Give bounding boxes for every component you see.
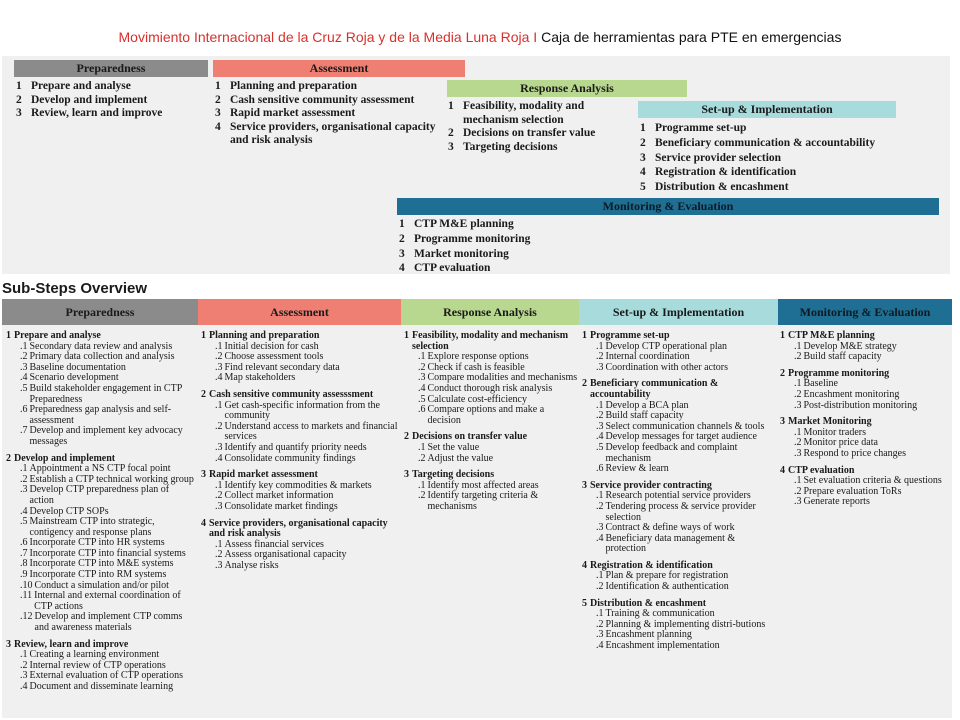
substep-item [404, 405, 578, 426]
substep-item-number: .2 [596, 351, 604, 363]
substep-group-title [582, 379, 778, 400]
substep-group-label: Planning and preparation [209, 330, 320, 341]
column-head-setup: Set-up & Implementation [579, 299, 778, 325]
substep-item-number: .3 [596, 361, 604, 373]
phase-bar-monitoring: Monitoring & Evaluation [397, 198, 939, 215]
substep-item-text: Analyse risks [224, 559, 279, 571]
column-response-analysis [404, 331, 578, 519]
substep-item-text: Identification & authentication [605, 581, 729, 593]
substep-item-number: .2 [418, 490, 426, 502]
substep-item-number: .3 [418, 372, 426, 384]
substep-group-number: 3 [201, 469, 206, 481]
column-monitoring [780, 331, 950, 514]
phase-bar-response-analysis: Response Analysis [447, 80, 687, 97]
substep-item-text: Compare options and make a decision [427, 404, 545, 426]
substep-item [6, 384, 196, 405]
substep-group [780, 417, 950, 459]
substep-group [582, 599, 778, 652]
column-setup [582, 331, 778, 658]
substep-item [780, 497, 950, 508]
substep-item-number: .7 [20, 547, 28, 559]
substep-item-text: Get cash-specific information from the community [224, 399, 380, 422]
substep-item-number: .2 [215, 549, 223, 561]
header-separator: I [533, 29, 538, 45]
substep-item-number: .4 [596, 640, 604, 652]
substep-item-text: Baseline documentation [29, 361, 126, 373]
phase-item: 2 Beneficiary communication & accountability [640, 136, 876, 149]
substep-group-label: Prepare and analyse [14, 330, 101, 341]
substep-group-label: CTP evaluation [788, 464, 855, 476]
substep-item-text: Primary data collection and analysis [29, 351, 175, 363]
substep-item-text: Preparedness gap analysis and self-assessment [29, 404, 172, 426]
substep-item [780, 401, 950, 412]
substep-item-text: Develop feedback and complaint mechanism [605, 441, 738, 464]
substep-item-number: .2 [794, 351, 802, 363]
substep-group-number: 3 [404, 469, 409, 481]
substep-item-text: Build staff capacity [605, 410, 684, 422]
substep-item-text: Collect market information [224, 490, 334, 502]
phase-item: 1 Prepare and analyse [16, 80, 131, 92]
substep-item-text: Training & communication [605, 608, 715, 620]
substep-item-text: External evaluation of CTP operations [29, 670, 183, 682]
substep-item [582, 443, 778, 464]
substep-item-text: Understand access to markets and financial services [224, 420, 398, 443]
substep-item [404, 454, 578, 465]
substep-item [582, 502, 778, 523]
substep-item-text: Conduct a simulation and/or pilot [34, 579, 169, 591]
substep-item [6, 612, 196, 633]
substep-item-number: .2 [418, 361, 426, 373]
substep-group-number: 4 [201, 517, 206, 529]
substep-item-number: .3 [215, 500, 223, 512]
substep-item-text: Coordination with other actors [605, 361, 728, 373]
phase-bar-preparedness: Preparedness [14, 60, 208, 77]
substep-item-text: Identify key commodities & markets [224, 479, 372, 491]
phase-bar-assessment: Assessment [213, 60, 465, 77]
substep-item-number: .3 [794, 447, 802, 459]
substep-group-number: 3 [780, 416, 785, 428]
substep-item-text: Map stakeholders [224, 372, 296, 384]
phase-list-response-analysis [448, 100, 633, 154]
substep-item-text: Build stakeholder engagement in CTP Preparedness [29, 382, 182, 405]
substep-group [780, 466, 950, 508]
substep-item-number: .2 [794, 485, 802, 497]
substep-item-text: Internal review of CTP operations [29, 659, 166, 671]
column-assessment [201, 331, 399, 577]
substep-group-number: 2 [201, 388, 206, 400]
substep-group [582, 379, 778, 474]
substep-item-text: Encashment implementation [605, 640, 720, 652]
substep-item-number: .12 [20, 611, 33, 623]
substep-item-number: .2 [794, 437, 802, 449]
substep-item-text: Incorporate CTP into M&E systems [29, 558, 174, 570]
substep-item-text: Develop CTP operational plan [605, 340, 728, 352]
substep-item-text: Establish a CTP technical working group [29, 473, 194, 485]
substep-item [201, 561, 399, 572]
substep-item-number: .2 [418, 452, 426, 464]
substep-group [582, 561, 778, 593]
substep-item-text: Set the value [427, 441, 480, 453]
substep-group-title [6, 331, 196, 342]
substep-item-text: Explore response options [427, 351, 529, 363]
substep-group-title [201, 390, 399, 401]
substep-item-text: Baseline [803, 378, 838, 390]
substep-item-text: Assess financial services [224, 538, 324, 550]
substep-group-label: Feasibility, modality and mechanism selection [412, 330, 569, 352]
substep-group-title [582, 331, 778, 342]
substep-item [201, 373, 399, 384]
column-head-response-analysis: Response Analysis [401, 299, 579, 325]
substep-item-number: .8 [20, 558, 28, 570]
substep-item [6, 485, 196, 506]
substep-item-number: .4 [418, 382, 426, 394]
substep-group-label: Cash sensitive community assesssment [209, 388, 374, 400]
phase-list-assessment [215, 80, 443, 148]
substep-item-number: .2 [20, 351, 28, 363]
substep-item-number: .3 [20, 484, 28, 496]
substep-item-number: .1 [418, 351, 426, 363]
substep-item [582, 363, 778, 374]
substep-item-text: Monitor price data [803, 437, 878, 449]
phase-item: 2 Develop and implement [16, 93, 148, 106]
substep-item-text: Adjust the value [427, 452, 494, 464]
substep-item-number: .5 [596, 441, 604, 453]
phase-item: 2 Decisions on transfer value [448, 127, 596, 139]
substep-group-label: Targeting decisions [412, 469, 495, 481]
substep-group-label: Rapid market assessment [209, 469, 318, 481]
substep-item-number: .6 [596, 463, 604, 475]
substep-item-number: .1 [20, 649, 28, 661]
substep-item [582, 582, 778, 593]
substep-item [201, 443, 399, 454]
substep-item-number: .1 [418, 441, 426, 453]
substep-item-text: Internal coordination [605, 351, 690, 363]
substep-item-number: .7 [20, 425, 28, 437]
substep-item-number: .1 [794, 340, 802, 352]
substep-group [582, 331, 778, 373]
substep-item [6, 405, 196, 426]
substep-group-number: 2 [780, 367, 785, 379]
substep-item-number: .1 [215, 399, 223, 411]
substep-item [6, 591, 196, 612]
substep-item-text: Mainstream CTP into strategic, contigency and response plans [29, 516, 155, 538]
substep-item-text: Planning & implementing distri-butions [605, 618, 766, 630]
substep-item-number: .6 [20, 537, 28, 549]
toolkit-name: Caja de herramientas para PTE en emergencias [541, 29, 842, 45]
substep-item-text: Creating a learning environment [29, 649, 160, 661]
substep-item [201, 401, 399, 422]
substep-item [582, 641, 778, 652]
column-preparedness [6, 331, 196, 699]
substep-item-text: Initial decision for cash [224, 340, 319, 352]
substep-item-number: .1 [794, 378, 802, 390]
substep-item-number: .4 [596, 431, 604, 443]
substep-item-number: .4 [215, 372, 223, 384]
substep-item-number: .3 [794, 496, 802, 508]
substep-item [6, 682, 196, 693]
phase-item: 4 Service providers, organisational capacity and risk analysis [215, 120, 436, 146]
substep-group-number: 1 [6, 330, 11, 341]
substep-item-text: Develop and implement key advocacy messages [29, 425, 183, 447]
substep-group-label: Programme monitoring [788, 367, 890, 379]
phase-list-preparedness [16, 80, 206, 121]
substep-group-title [780, 331, 950, 342]
substep-group-label: Beneficiary communication & accountability [590, 378, 719, 400]
substep-group-label: CTP M&E planning [788, 330, 875, 341]
substep-item-number: .2 [215, 351, 223, 363]
substep-item-text: Build staff capacity [803, 351, 882, 363]
substep-item-text: Identify targeting criteria & mechanisms [427, 490, 539, 512]
substep-item-text: Identify most affected areas [427, 479, 539, 491]
substeps-panel [2, 299, 952, 718]
substep-item [404, 384, 578, 395]
substep-item-number: .1 [596, 570, 604, 582]
substep-item-text: Internal and external coordination of CTP actions [34, 590, 181, 612]
substep-item-text: Document and disseminate learning [29, 681, 174, 692]
substep-item-number: .1 [794, 426, 802, 438]
substep-group-number: 3 [6, 638, 11, 650]
slide-header [0, 29, 960, 45]
substep-item-text: Develop M&E strategy [803, 340, 897, 352]
substep-item-text: Develop messages for target audience [605, 431, 757, 443]
substep-item-number: .5 [418, 393, 426, 405]
substep-item-text: Plan & prepare for registration [605, 570, 729, 582]
substep-item [404, 443, 578, 454]
substep-item-number: .6 [20, 404, 28, 416]
substep-group-label: Distribution & encashment [590, 597, 707, 609]
substep-item-number: .1 [418, 479, 426, 491]
column-head-preparedness: Preparedness [2, 299, 198, 325]
phase-item: 4 Registration & identification [640, 166, 797, 179]
organization-name: Movimiento Internacional de la Cruz Roja y de la Media Luna Roja [118, 29, 530, 45]
substep-item-text: Generate reports [803, 496, 870, 508]
substep-item [780, 449, 950, 460]
substep-group-label: Service provider contracting [590, 479, 712, 491]
substep-group [201, 470, 399, 512]
substep-item-text: Encashment monitoring [803, 388, 900, 400]
substep-item-text: Contract & define ways of work [605, 522, 735, 534]
substep-group-number: 4 [582, 559, 587, 571]
substep-item-number: .2 [215, 420, 223, 432]
substep-item-number: .1 [215, 340, 223, 352]
substep-item-number: .1 [794, 475, 802, 487]
phase-item: 1 CTP M&E planning [399, 218, 514, 230]
phase-item: 5 Distribution & encashment [640, 181, 789, 194]
substep-item [582, 464, 778, 475]
substep-item-text: Review & learn [605, 463, 669, 475]
substep-item [201, 502, 399, 513]
substep-group-label: Service providers, organisational capacity and risk analysis [209, 517, 388, 540]
phases-timeline [2, 56, 950, 274]
column-head-monitoring: Monitoring & Evaluation [778, 299, 952, 325]
substep-item-number: .3 [596, 420, 604, 432]
substep-group-label: Decisions on transfer value [412, 431, 528, 443]
substep-item-number: .5 [20, 516, 28, 528]
substep-item-text: Select communication channels & tools [605, 420, 765, 432]
substep-group-title [201, 331, 399, 342]
substep-item-text: Incorporate CTP into RM systems [29, 569, 167, 581]
phase-item: 3 Review, learn and improve [16, 107, 163, 119]
substep-group-label: Programme set-up [590, 330, 670, 341]
substep-group [404, 470, 578, 512]
substep-item-number: .2 [20, 659, 28, 671]
substep-group [6, 454, 196, 634]
substep-item-number: .2 [596, 581, 604, 593]
substep-item-number: .4 [20, 372, 28, 384]
phase-item: 1 Feasibility, modality and mechanism selection [448, 100, 585, 126]
substep-item-number: .1 [20, 340, 28, 352]
substep-item-number: .1 [215, 538, 223, 550]
substep-item-text: Identify and quantify priority needs [224, 441, 367, 453]
substep-item-text: Incorporate CTP into HR systems [29, 537, 165, 549]
substep-item-text: Develop CTP SOPs [29, 505, 109, 517]
substep-item-number: .2 [596, 500, 604, 512]
substep-item-text: Beneficiary data management & protection [605, 532, 736, 555]
substep-item-number: .3 [596, 629, 604, 641]
substep-group-title [404, 331, 578, 352]
substep-item-text: Consolidate market findings [224, 500, 338, 512]
substep-item-number: .1 [596, 608, 604, 620]
substep-item-text: Encashment planning [605, 629, 692, 641]
substep-item-text: Respond to price changes [803, 447, 906, 459]
phase-item: 1 Programme set-up [640, 122, 747, 134]
substep-group-number: 1 [201, 330, 206, 341]
phase-bar-setup: Set-up & Implementation [638, 101, 896, 118]
substep-item [201, 454, 399, 465]
substep-item [404, 491, 578, 512]
substep-item-text: Monitor traders [803, 426, 866, 438]
substep-item-text: Choose assessment tools [224, 351, 324, 363]
substep-item [201, 422, 399, 443]
substep-item [780, 352, 950, 363]
phase-item: 2 Programme monitoring [399, 232, 531, 245]
substep-item [6, 517, 196, 538]
substep-group-number: 2 [404, 431, 409, 443]
substep-group [780, 331, 950, 363]
substep-item-number: .10 [20, 579, 33, 591]
substep-item-text: Incorporate CTP into financial systems [29, 547, 186, 559]
substep-item [582, 534, 778, 555]
substep-item-text: Find relevant secondary data [224, 361, 340, 373]
substep-group-number: 1 [404, 330, 409, 341]
substep-item-number: .2 [794, 388, 802, 400]
substep-item-text: Develop and implement CTP comms and awareness materials [34, 611, 183, 634]
substep-item-text: Scenario development [29, 372, 119, 384]
substep-item-text: Assess organisational capacity [224, 549, 347, 561]
substep-group-number: 1 [582, 330, 587, 341]
substep-group [6, 331, 196, 448]
substeps-title: Sub-Steps Overview [2, 280, 148, 297]
phase-item: 4 CTP evaluation [399, 262, 491, 275]
substep-item-number: .3 [215, 441, 223, 453]
substep-item-number: .4 [215, 452, 223, 464]
substep-item-number: .2 [596, 618, 604, 630]
substep-group-label: Develop and implement [14, 452, 116, 464]
substep-group-number: 2 [6, 452, 11, 464]
substep-item-text: Secondary data review and analysis [29, 340, 173, 352]
substep-item-number: .2 [20, 473, 28, 485]
substep-item-number: .2 [215, 490, 223, 502]
substep-item-number: .1 [20, 463, 28, 475]
substep-item-text: Prepare evaluation ToRs [803, 485, 902, 497]
substep-item-number: .1 [596, 490, 604, 502]
substep-item-text: Develop a BCA plan [605, 399, 689, 411]
phase-list-monitoring [399, 217, 629, 276]
substep-item-number: .3 [215, 361, 223, 373]
substep-item-text: Set evaluation criteria & questions [803, 475, 942, 487]
substep-group [201, 519, 399, 572]
substep-item-number: .2 [596, 410, 604, 422]
substep-item-number: .3 [20, 361, 28, 373]
substep-item-text: Appointment a NS CTP focal point [29, 463, 171, 475]
phase-item: 3 Market monitoring [399, 247, 509, 260]
substep-item-number: .1 [596, 340, 604, 352]
phase-item: 3 Service provider selection [640, 151, 782, 164]
substep-item-text: Compare modalities and mechanisms [427, 372, 578, 384]
substep-item-number: .6 [418, 404, 426, 416]
substep-group [201, 331, 399, 384]
substep-group-label: Registration & identification [590, 559, 713, 571]
substep-item-text: Research potential service providers [605, 490, 751, 502]
substep-item-number: .9 [20, 569, 28, 581]
substep-item-text: Post-distribution monitoring [803, 399, 918, 411]
substep-item-number: .3 [215, 559, 223, 571]
substep-group [404, 331, 578, 426]
substep-group-number: 4 [780, 464, 785, 476]
substep-item-number: .1 [215, 479, 223, 491]
substep-item-number: .4 [20, 505, 28, 517]
substep-group [780, 369, 950, 411]
substep-group-label: Review, learn and improve [14, 638, 129, 650]
substep-group [6, 640, 196, 693]
phase-item: 3 Targeting decisions [448, 140, 558, 153]
substep-item-text: Check if cash is feasible [427, 361, 525, 373]
substep-item-number: .3 [20, 670, 28, 682]
substep-item-number: .11 [20, 590, 33, 602]
substep-item-number: .4 [596, 532, 604, 544]
substep-item-text: Tendering process & service provider selection [605, 500, 756, 523]
column-head-assessment: Assessment [198, 299, 401, 325]
substep-group [201, 390, 399, 464]
substep-item-number: .1 [596, 399, 604, 411]
substep-group-title [201, 519, 399, 540]
phase-item: 2 Cash sensitive community assessment [215, 93, 415, 106]
substep-group-label: Market Monitoring [788, 416, 872, 428]
substep-group-number: 2 [582, 378, 587, 390]
substep-group [582, 481, 778, 555]
substep-item-number: .4 [20, 681, 28, 692]
phase-list-setup [640, 121, 902, 195]
substep-item-number: .3 [596, 522, 604, 534]
substep-item-text: Develop CTP preparedness plan of action [29, 484, 170, 506]
substep-group-number: 1 [780, 330, 785, 341]
phase-item: 1 Planning and preparation [215, 80, 357, 92]
substep-item-text: Consolidate community findings [224, 452, 356, 464]
substep-group-number: 3 [582, 479, 587, 491]
substep-item-number: .5 [20, 382, 28, 394]
substep-group-number: 5 [582, 597, 587, 609]
phase-item: 3 Rapid market assessment [215, 107, 356, 119]
substep-group [404, 432, 578, 464]
substep-item-text: Calculate cost-efficiency [427, 393, 527, 405]
substep-item-number: .3 [794, 399, 802, 411]
substep-item [780, 390, 950, 401]
substep-item-text: Conduct thorough risk analysis [427, 382, 553, 394]
substep-item [6, 426, 196, 447]
